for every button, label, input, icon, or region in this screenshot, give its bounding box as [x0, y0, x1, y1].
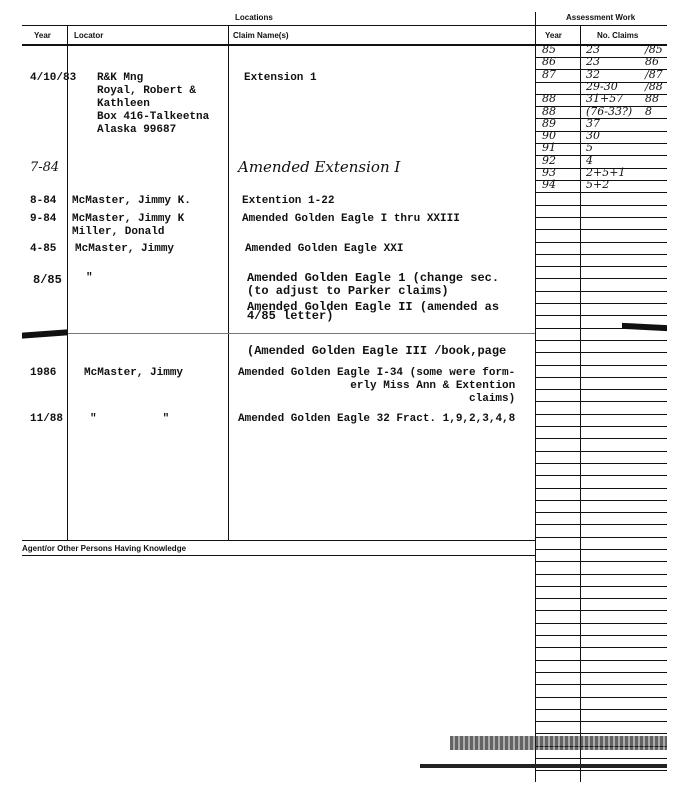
assessment-claims: 5 [586, 141, 593, 154]
assessment-rule [535, 561, 667, 562]
col-no-claims-header: No. Claims [597, 31, 639, 40]
assessment-rule [535, 574, 667, 575]
assessment-claims: 4 [586, 154, 593, 167]
assessment-rule [535, 192, 667, 193]
assessment-rule [535, 610, 667, 611]
entry-locator-6: " [86, 272, 93, 284]
assessment-claims: 37 [586, 117, 600, 130]
scan-fold-line [68, 333, 535, 334]
assessment-note: /85 [645, 43, 663, 56]
assessment-rule [535, 389, 667, 390]
assessment-rule [535, 217, 667, 218]
assessment-rule [535, 549, 667, 550]
assessment-rule [535, 709, 667, 710]
assessment-rule [535, 512, 667, 513]
assessment-year: 91 [542, 141, 556, 154]
assessment-rule [535, 205, 667, 206]
header-bottom-rule [22, 44, 667, 46]
entry-claim-6: Amended Golden Eagle 1 (change sec. (to adjust to Parker claims) [247, 271, 500, 298]
entry-locator-4: McMaster, Jimmy K Miller, Donald [72, 213, 185, 238]
assessment-rule [535, 291, 667, 292]
assessment-rule [535, 586, 667, 587]
col-locator-header: Locator [74, 31, 104, 40]
assessment-rule [535, 733, 667, 734]
assessment-claims: 5+2 [586, 178, 610, 191]
entry-year-1: 4/10/83 [30, 72, 77, 84]
assessment-claims: 29-30 [586, 80, 618, 93]
col-claim-names-header: Claim Name(s) [233, 31, 289, 40]
assessment-rule [535, 451, 667, 452]
assessment-rule [535, 488, 667, 489]
header-top-rule [22, 25, 667, 26]
assessment-rule [535, 623, 667, 624]
entry-locator-10: " " [90, 413, 170, 425]
entry-locator-1: R&K Mng Royal, Robert & Kathleen Box 416-Talkeetna Alaska 99687 [97, 72, 210, 136]
assessment-rule [535, 758, 667, 759]
entry-claim-4: Amended Golden Eagle I thru XXIII [242, 213, 460, 225]
entry-year-9: 1986 [30, 367, 57, 379]
assessment-claims: 31+57 [586, 92, 624, 105]
assessment-rule [535, 278, 667, 279]
assessment-rule [535, 463, 667, 464]
assessment-note: /87 [645, 68, 663, 81]
assessment-rule [535, 242, 667, 243]
entry-year-6: 8/85 [33, 273, 62, 287]
assessment-rule [535, 672, 667, 673]
assessment-rule [535, 647, 667, 648]
assessment-rule [535, 635, 667, 636]
assessment-year: 86 [542, 55, 556, 68]
entry-claim-9: Amended Golden Eagle I-34 (some were form- erly Miss Ann & Extention claims) [238, 367, 516, 405]
assessment-claims: 23 [586, 43, 600, 56]
assessment-year: 92 [542, 154, 556, 167]
assessment-note: 8 [645, 105, 652, 118]
scan-smudge-line [420, 764, 667, 768]
assessment-rule [535, 721, 667, 722]
assessment-note: 86 [645, 55, 659, 68]
claim-assessment-divider [535, 12, 536, 782]
assessment-claims: (76-33?) [586, 105, 633, 118]
assessment-rule [535, 598, 667, 599]
entry-year-2: 7-84 [30, 160, 60, 175]
assessment-rule [535, 438, 667, 439]
entry-year-5: 4-85 [30, 243, 57, 255]
col-year-header: Year [34, 31, 51, 40]
year-locator-divider [67, 25, 68, 540]
aw-year-claims-divider [580, 25, 581, 782]
assessment-year: 85 [542, 43, 556, 56]
assessment-rule [535, 315, 667, 316]
assessment-rule [535, 254, 667, 255]
entry-claim-10: Amended Golden Eagle 32 Fract. 1,9,2,3,4,8 [238, 413, 516, 425]
entry-claim-5: Amended Golden Eagle XXI [245, 243, 404, 255]
assessment-rule [535, 426, 667, 427]
col-aw-year-header: Year [545, 31, 562, 40]
entry-claim-7: Amended Golden Eagle II (amended as 4/85 letter) [247, 300, 500, 323]
assessment-claims: 30 [586, 129, 600, 142]
assessment-rule [535, 697, 667, 698]
agent-persons-label: Agent/or Other Persons Having Knowledge [22, 544, 187, 553]
assessment-rule [535, 660, 667, 661]
scan-mark-left [22, 329, 67, 338]
assessment-year: 94 [542, 178, 556, 191]
assessment-rule [535, 229, 667, 230]
entry-claim-2: Amended Extension I [238, 158, 401, 176]
locations-heading: Locations [235, 13, 273, 22]
scan-smudge [450, 736, 667, 750]
assessment-note: /88 [645, 80, 663, 93]
scan-mark-right [622, 323, 667, 331]
assessment-claims: 32 [586, 68, 600, 81]
assessment-rule [535, 266, 667, 267]
assessment-rule [535, 537, 667, 538]
assessment-rule [535, 352, 667, 353]
entry-locator-5: McMaster, Jimmy [75, 243, 175, 255]
entry-year-3: 8-84 [30, 195, 57, 207]
entry-claim-1: Extension 1 [244, 72, 317, 84]
assessment-claims: 2+5+1 [586, 166, 626, 179]
assessment-rule [535, 500, 667, 501]
entry-locator-9: McMaster, Jimmy [84, 367, 184, 379]
entry-claim-3: Extention 1-22 [242, 195, 335, 207]
entry-locator-3: McMaster, Jimmy K. [72, 195, 191, 207]
assessment-claims: 23 [586, 55, 600, 68]
assessment-rule [535, 365, 667, 366]
assessment-year: 87 [542, 68, 556, 81]
assessment-rule [535, 328, 667, 329]
assessment-rule [535, 401, 667, 402]
assessment-work-heading: Assessment Work [566, 13, 636, 22]
assessment-year: 90 [542, 129, 556, 142]
assessment-rule [535, 340, 667, 341]
entry-year-10: 11/88 [30, 413, 64, 425]
locator-claim-divider [228, 25, 229, 540]
assessment-rule [535, 524, 667, 525]
assessment-rule [535, 377, 667, 378]
assessment-note: 88 [645, 92, 659, 105]
entry-claim-8: (Amended Golden Eagle III /book,page [247, 344, 507, 358]
entry-year-4: 9-84 [30, 213, 57, 225]
assessment-year: 93 [542, 166, 556, 179]
assessment-year: 88 [542, 105, 556, 118]
agent-section-top-rule [22, 540, 535, 541]
assessment-rule [535, 770, 667, 771]
assessment-year: 89 [542, 117, 556, 130]
assessment-year: 88 [542, 92, 556, 105]
assessment-rule [535, 303, 667, 304]
assessment-rule [535, 475, 667, 476]
assessment-rule [535, 684, 667, 685]
assessment-rule [535, 414, 667, 415]
agent-section-bottom-rule [22, 555, 535, 556]
